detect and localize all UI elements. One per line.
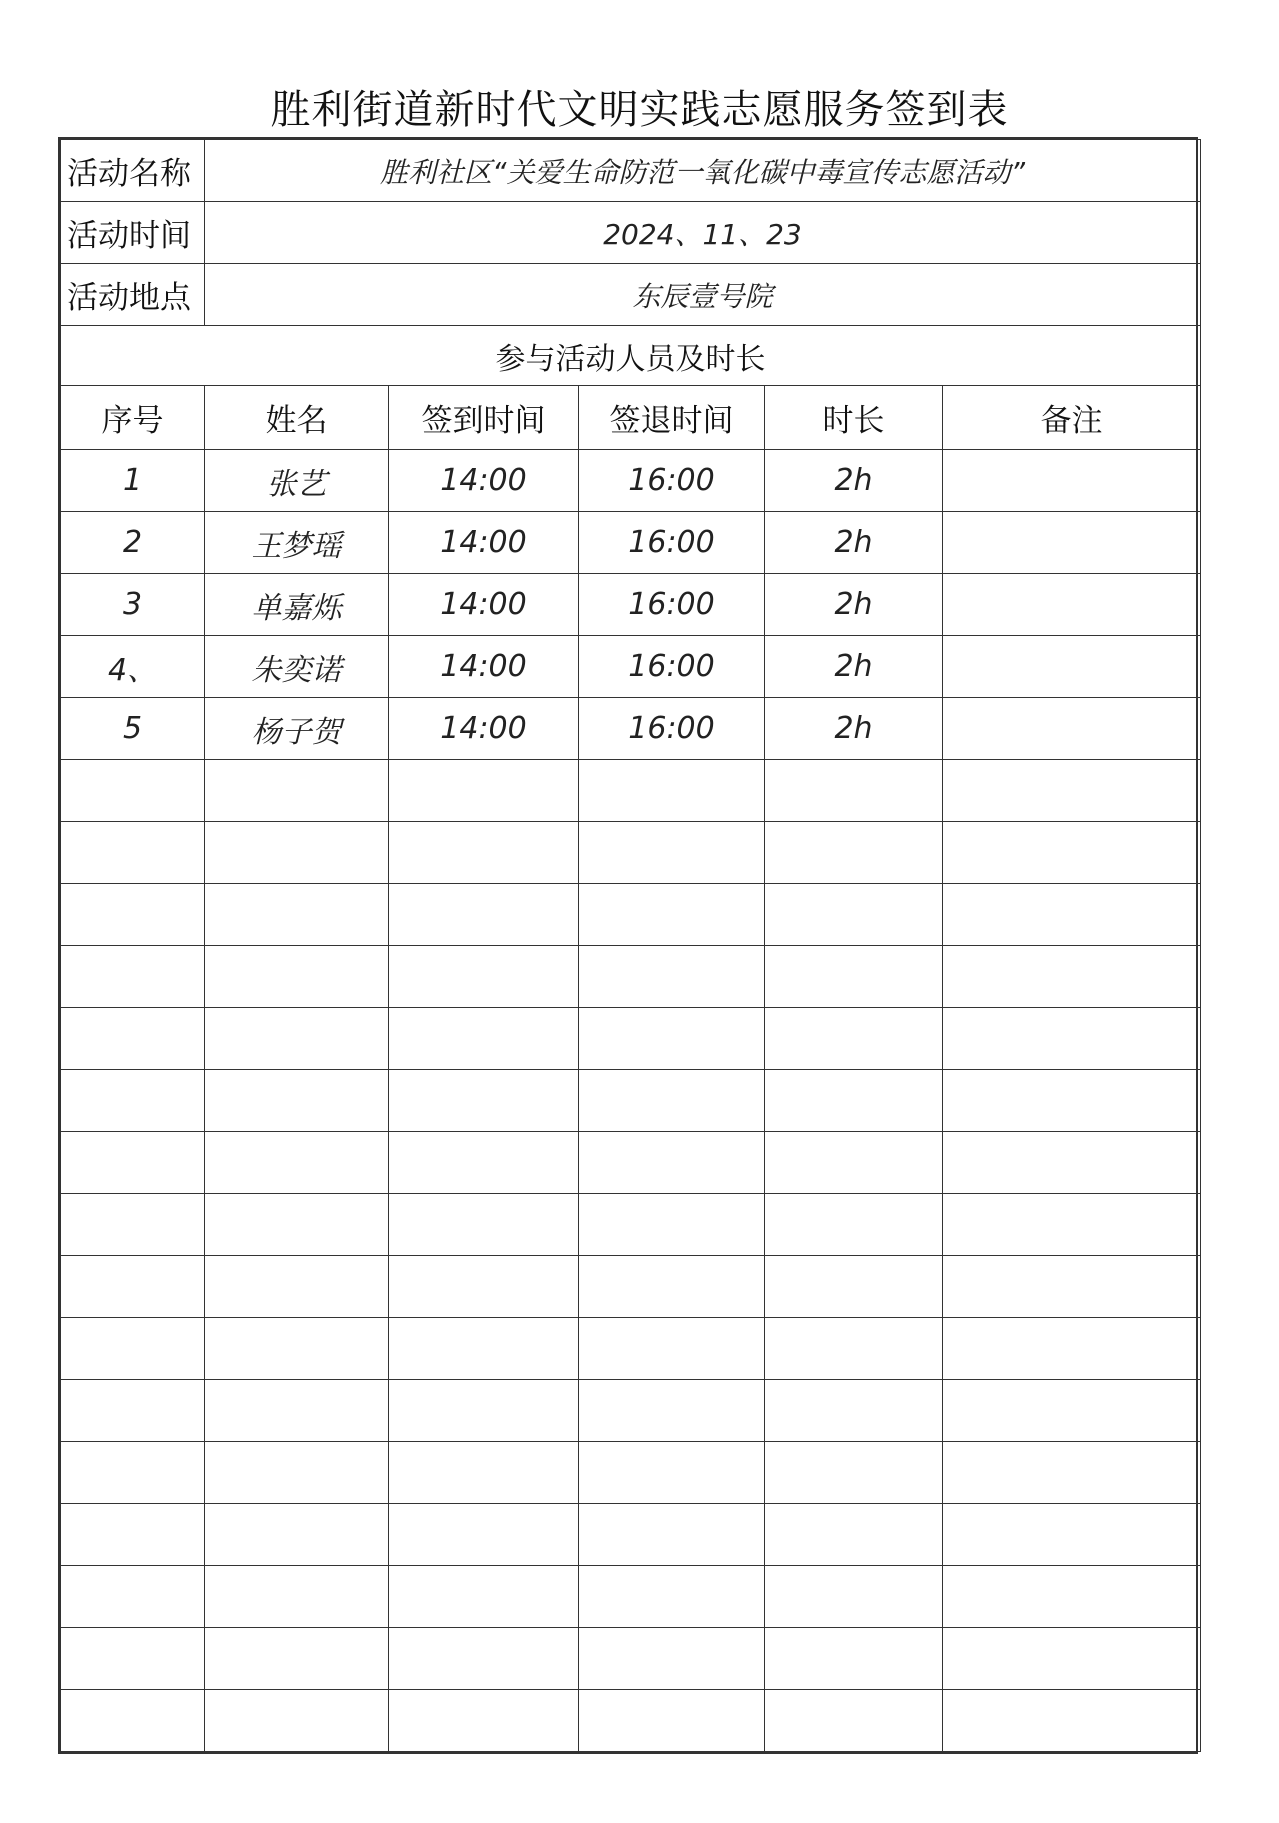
blank-cell [765, 1256, 943, 1318]
blank-cell [389, 1318, 579, 1380]
blank-cell [943, 1690, 1201, 1752]
blank-cell [765, 1380, 943, 1442]
blank-cell [205, 1504, 389, 1566]
blank-cell [205, 884, 389, 946]
blank-cell [765, 1318, 943, 1380]
section-title: 参与活动人员及时长 [61, 326, 1201, 386]
blank-cell [943, 1380, 1201, 1442]
blank-cell [943, 946, 1201, 1008]
sign-in-time-cell: 14:00 [389, 698, 579, 760]
column-header-name: 姓名 [205, 386, 389, 450]
blank-cell [389, 1442, 579, 1504]
blank-cell [61, 1070, 205, 1132]
sign-out-time-cell: 16:00 [579, 574, 765, 636]
blank-cell [61, 1566, 205, 1628]
blank-cell [205, 1132, 389, 1194]
volunteer-name-cell: 朱奕诺 [205, 636, 389, 698]
blank-cell [943, 1194, 1201, 1256]
volunteer-name-cell: 杨子贺 [205, 698, 389, 760]
row-number-cell: 4、 [61, 636, 205, 698]
blank-cell [943, 1566, 1201, 1628]
blank-cell [943, 1318, 1201, 1380]
blank-cell [579, 946, 765, 1008]
blank-cell [579, 1442, 765, 1504]
duration-cell: 2h [765, 574, 943, 636]
row-number-cell: 2 [61, 512, 205, 574]
blank-cell [579, 1318, 765, 1380]
activity-name-value: 胜利社区“关爱生命防范一氧化碳中毒宣传志愿活动” [205, 140, 1201, 202]
blank-cell [61, 1690, 205, 1752]
activity-location-value: 东辰壹号院 [205, 264, 1201, 326]
blank-cell [205, 1070, 389, 1132]
blank-cell [205, 1194, 389, 1256]
blank-row [61, 1380, 1201, 1442]
table-row [61, 636, 1201, 698]
blank-cell [61, 884, 205, 946]
blank-cell [389, 1504, 579, 1566]
note-cell [943, 574, 1201, 636]
column-header-note: 备注 [943, 386, 1201, 450]
blank-cell [765, 884, 943, 946]
row-number-cell: 3 [61, 574, 205, 636]
blank-cell [61, 1318, 205, 1380]
blank-row [61, 946, 1201, 1008]
blank-cell [765, 760, 943, 822]
blank-cell [765, 1442, 943, 1504]
blank-cell [205, 1256, 389, 1318]
blank-cell [61, 1008, 205, 1070]
blank-cell [579, 1380, 765, 1442]
blank-cell [765, 1566, 943, 1628]
sign-out-time-cell: 16:00 [579, 698, 765, 760]
blank-cell [389, 884, 579, 946]
duration-cell: 2h [765, 450, 943, 512]
blank-cell [943, 1256, 1201, 1318]
blank-cell [579, 1628, 765, 1690]
blank-cell [61, 1132, 205, 1194]
blank-row [61, 1070, 1201, 1132]
blank-cell [205, 1380, 389, 1442]
blank-cell [579, 822, 765, 884]
table-row [61, 450, 1201, 512]
blank-row [61, 822, 1201, 884]
blank-cell [579, 760, 765, 822]
column-header-sign-out: 签退时间 [579, 386, 765, 450]
column-header-no: 序号 [61, 386, 205, 450]
blank-cell [61, 760, 205, 822]
blank-cell [389, 1690, 579, 1752]
duration-cell: 2h [765, 698, 943, 760]
blank-row [61, 1256, 1201, 1318]
section-header-row [61, 326, 1201, 386]
blank-cell [389, 822, 579, 884]
blank-cell [579, 1690, 765, 1752]
blank-cell [579, 1132, 765, 1194]
blank-cell [61, 946, 205, 1008]
blank-cell [943, 884, 1201, 946]
activity-time-value: 2024、11、23 [205, 202, 1201, 264]
blank-cell [943, 1628, 1201, 1690]
volunteer-name-cell: 王梦瑶 [205, 512, 389, 574]
volunteer-name-cell: 单嘉烁 [205, 574, 389, 636]
blank-cell [765, 1070, 943, 1132]
blank-cell [765, 822, 943, 884]
blank-row [61, 1504, 1201, 1566]
column-header-duration: 时长 [765, 386, 943, 450]
blank-cell [61, 1504, 205, 1566]
note-cell [943, 698, 1201, 760]
blank-cell [205, 1690, 389, 1752]
form-title: 胜利街道新时代文明实践志愿服务签到表 [270, 87, 1009, 133]
blank-cell [389, 1566, 579, 1628]
blank-cell [765, 1008, 943, 1070]
activity-time-label: 活动时间 [61, 202, 205, 264]
blank-cell [61, 1194, 205, 1256]
blank-row [61, 884, 1201, 946]
blank-cell [389, 760, 579, 822]
sign-in-time-cell: 14:00 [389, 512, 579, 574]
blank-cell [61, 1442, 205, 1504]
info-row-activity-name [61, 140, 1201, 202]
note-cell [943, 450, 1201, 512]
sign-in-table [60, 139, 1201, 1752]
info-row-activity-time [61, 202, 1201, 264]
sign-out-time-cell: 16:00 [579, 450, 765, 512]
blank-cell [61, 822, 205, 884]
blank-cell [765, 1132, 943, 1194]
info-row-activity-location [61, 264, 1201, 326]
blank-row [61, 760, 1201, 822]
blank-row [61, 1690, 1201, 1752]
blank-row [61, 1566, 1201, 1628]
row-number-cell: 5 [61, 698, 205, 760]
sign-in-time-cell: 14:00 [389, 574, 579, 636]
sign-out-time-cell: 16:00 [579, 636, 765, 698]
blank-cell [61, 1380, 205, 1442]
sign-in-time-cell: 14:00 [389, 450, 579, 512]
blank-row [61, 1628, 1201, 1690]
blank-row [61, 1318, 1201, 1380]
blank-cell [205, 1442, 389, 1504]
blank-row [61, 1194, 1201, 1256]
blank-cell [943, 1070, 1201, 1132]
blank-cell [61, 1628, 205, 1690]
column-header-sign-in: 签到时间 [389, 386, 579, 450]
blank-cell [579, 1008, 765, 1070]
activity-name-label: 活动名称 [61, 140, 205, 202]
blank-cell [943, 1504, 1201, 1566]
blank-cell [205, 1566, 389, 1628]
blank-cell [205, 760, 389, 822]
column-header-row [61, 386, 1201, 450]
blank-cell [765, 1690, 943, 1752]
blank-cell [579, 1070, 765, 1132]
blank-cell [943, 1132, 1201, 1194]
row-number-cell: 1 [61, 450, 205, 512]
activity-location-label: 活动地点 [61, 264, 205, 326]
blank-cell [389, 1380, 579, 1442]
note-cell [943, 512, 1201, 574]
blank-cell [205, 1628, 389, 1690]
blank-cell [61, 1256, 205, 1318]
blank-cell [579, 1504, 765, 1566]
blank-cell [205, 1008, 389, 1070]
table-row [61, 512, 1201, 574]
blank-row [61, 1132, 1201, 1194]
blank-cell [389, 1070, 579, 1132]
table-row [61, 698, 1201, 760]
duration-cell: 2h [765, 512, 943, 574]
blank-cell [205, 822, 389, 884]
blank-cell [389, 1008, 579, 1070]
sign-out-time-cell: 16:00 [579, 512, 765, 574]
blank-cell [205, 1318, 389, 1380]
blank-cell [943, 1008, 1201, 1070]
blank-cell [389, 1628, 579, 1690]
blank-cell [389, 1132, 579, 1194]
blank-cell [765, 1504, 943, 1566]
blank-cell [389, 1194, 579, 1256]
volunteer-name-cell: 张艺 [205, 450, 389, 512]
blank-cell [765, 946, 943, 1008]
blank-cell [943, 760, 1201, 822]
blank-cell [579, 884, 765, 946]
sign-in-sheet [58, 137, 1198, 1754]
blank-cell [765, 1194, 943, 1256]
blank-cell [943, 1442, 1201, 1504]
blank-cell [579, 1194, 765, 1256]
blank-cell [579, 1566, 765, 1628]
sign-in-time-cell: 14:00 [389, 636, 579, 698]
blank-cell [943, 822, 1201, 884]
blank-cell [389, 1256, 579, 1318]
note-cell [943, 636, 1201, 698]
blank-cell [579, 1256, 765, 1318]
blank-row [61, 1008, 1201, 1070]
blank-cell [389, 946, 579, 1008]
blank-row [61, 1442, 1201, 1504]
table-row [61, 574, 1201, 636]
blank-cell [765, 1628, 943, 1690]
blank-cell [205, 946, 389, 1008]
duration-cell: 2h [765, 636, 943, 698]
